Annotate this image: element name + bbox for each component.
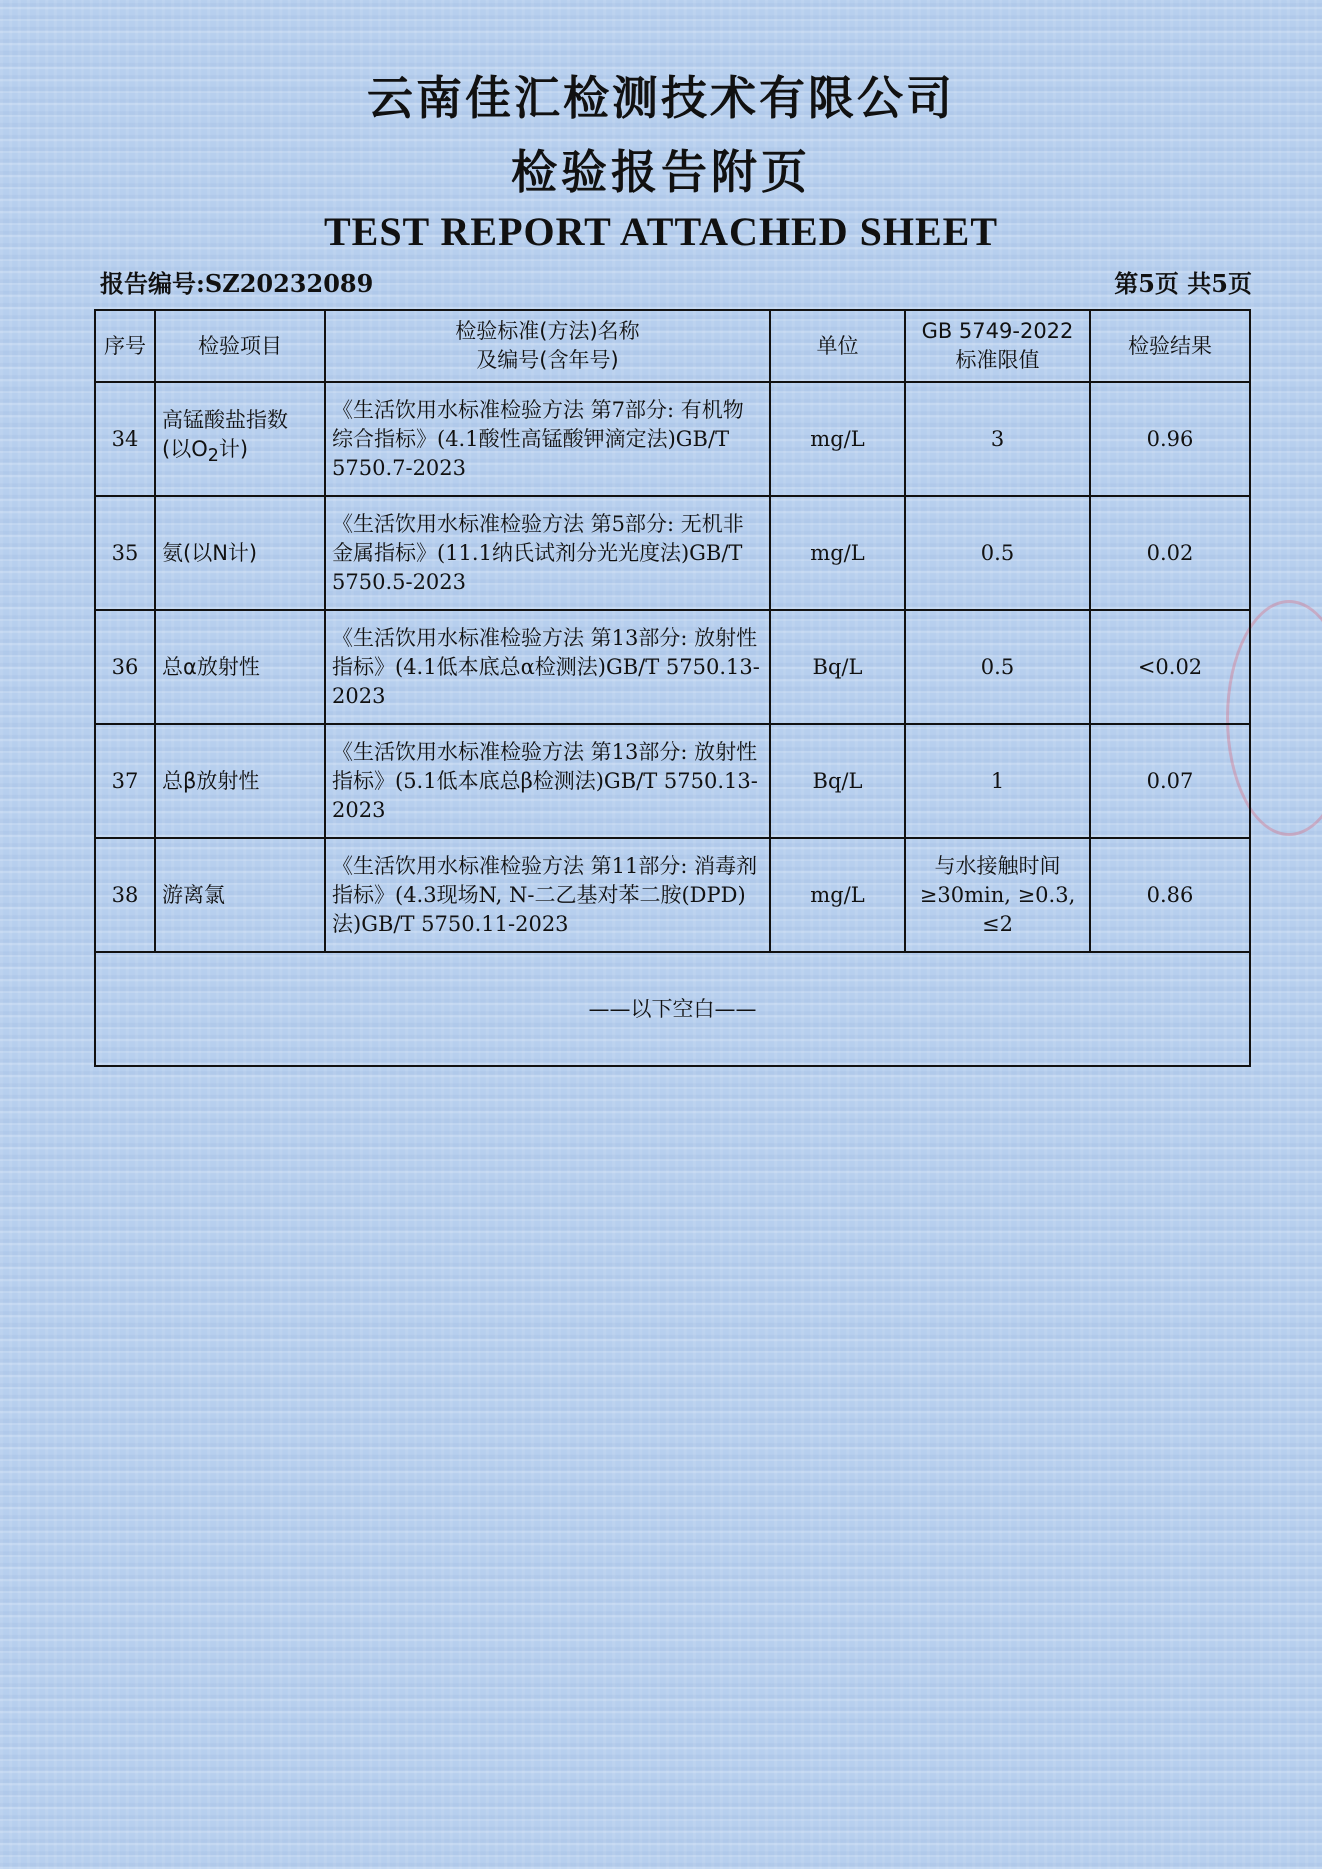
header-unit: 单位 [770,310,905,382]
header-result: 检验结果 [1090,310,1250,382]
report-title-cn: 检验报告附页 [511,145,811,199]
cell-seq: 37 [95,724,155,838]
cell-unit: Bq/L [770,610,905,724]
cell-seq: 34 [95,382,155,496]
header-standard-line2: 及编号(含年号) [476,348,619,372]
cell-result: 0.07 [1090,724,1250,838]
cell-result: 0.96 [1090,382,1250,496]
cell-item [155,382,325,496]
header-limit-line1: GB 5749-2022 [921,319,1074,343]
page-indicator: 第5页 共5页 [1114,269,1252,298]
cell-standard: 《生活饮用水标准检验方法 第7部分: 有机物综合指标》(4.1酸性高锰酸钾滴定法)GB/T 5750.7-2023 [325,382,770,496]
cell-standard: 《生活饮用水标准检验方法 第13部分: 放射性指标》(4.1低本底总α检测法)GB/T 5750.13-2023 [325,610,770,724]
header-limit-line2: 标准限值 [955,348,1040,372]
report-number: 报告编号:SZ20232089 [100,269,374,298]
cell-item: 总α放射性 [155,610,325,724]
cell-unit: mg/L [770,496,905,610]
cell-item-main: 高锰酸盐指数 [162,408,288,433]
header-standard [325,310,770,382]
cell-standard: 《生活饮用水标准检验方法 第5部分: 无机非金属指标》(11.1纳氏试剂分光光度法)GB/T 5750.5-2023 [325,496,770,610]
cell-standard: 《生活饮用水标准检验方法 第13部分: 放射性指标》(5.1低本底总β检测法)GB/T 5750.13-2023 [325,724,770,838]
cell-limit: 3 [905,382,1090,496]
cell-seq: 36 [95,610,155,724]
cell-item: 总β放射性 [155,724,325,838]
test-results-table [94,309,1251,1067]
table-footer-row [95,952,1250,1066]
cell-seq: 38 [95,838,155,952]
blank-below-note: ——以下空白—— [95,952,1250,1066]
item-note-sub: 2 [207,446,219,467]
cell-unit: mg/L [770,382,905,496]
item-note-pre: (以O [162,437,208,462]
cell-item: 氨(以N计) [155,496,325,610]
table-row [95,724,1250,838]
cell-item: 游离氯 [155,838,325,952]
cell-seq: 35 [95,496,155,610]
cell-limit: 0.5 [905,496,1090,610]
header-limit [905,310,1090,382]
table-row [95,382,1250,496]
cell-result: <0.02 [1090,610,1250,724]
cell-limit: 1 [905,724,1090,838]
cell-standard: 《生活饮用水标准检验方法 第11部分: 消毒剂指标》(4.3现场N, N-二乙基对苯二胺(DPD)法)GB/T 5750.11-2023 [325,838,770,952]
cell-result: 0.86 [1090,838,1250,952]
header-standard-line1: 检验标准(方法)名称 [455,319,640,343]
header-seq: 序号 [95,310,155,382]
table-row [95,610,1250,724]
table-row [95,838,1250,952]
cell-item-note [162,435,318,471]
header-item: 检验项目 [155,310,325,382]
cell-limit: 0.5 [905,610,1090,724]
cell-unit: mg/L [770,838,905,952]
cell-result: 0.02 [1090,496,1250,610]
table-row [95,496,1250,610]
cell-unit: Bq/L [770,724,905,838]
report-title-en: TEST REPORT ATTACHED SHEET [323,209,999,254]
item-note-post: 计) [218,437,249,462]
company-name: 云南佳汇检测技术有限公司 [367,71,955,125]
table-header-row [95,310,1250,382]
cell-limit: 与水接触时间≥30min, ≥0.3, ≤2 [905,838,1090,952]
